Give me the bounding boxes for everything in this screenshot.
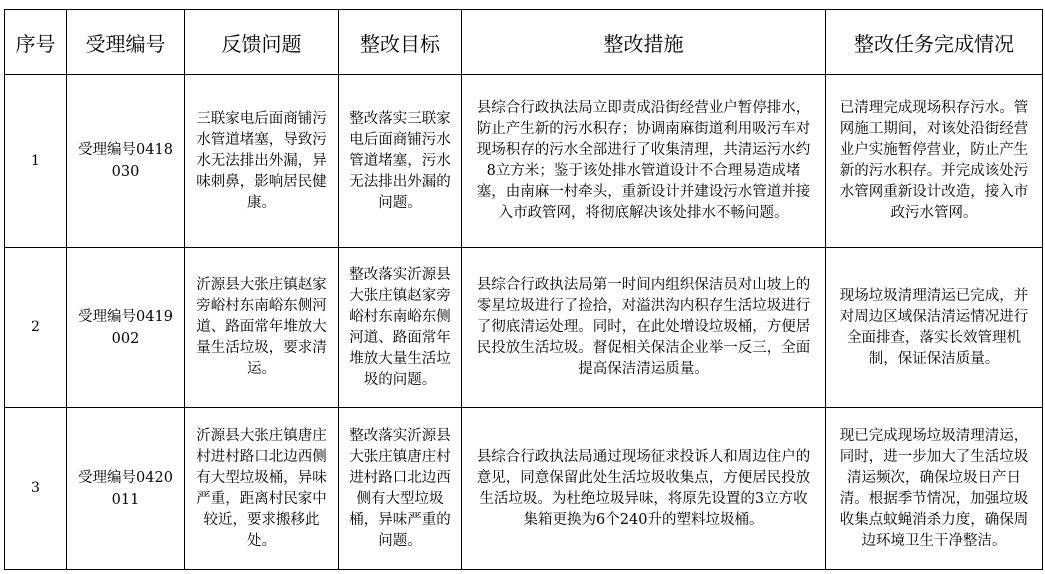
row-index: 2 [5, 248, 67, 408]
row-number: 受理编号0418030 [67, 75, 185, 248]
header-index: 序号 [5, 10, 67, 75]
row-issue: 沂源县大张庄镇赵家旁峪村东南峪东侧河道、路面常年堆放大量生活垃圾，要求清运。 [185, 248, 339, 408]
row-index: 3 [5, 408, 67, 570]
header-issue: 反馈问题 [185, 10, 339, 75]
row-result: 现已完成现场垃圾清理清运，同时，进一步加大了生活垃圾清运频次，确保垃圾日产日清。根据季节情况，加强垃圾收集点蚊蝇消杀力度，确保周边环境卫生干净整洁。 [826, 408, 1043, 570]
row-measure: 县综合行政执法局通过现场征求投诉人和周边住户的意见，同意保留此处生活垃圾收集点，方便居民投放生活垃圾。为杜绝垃圾异味，将原先设置的3立方收集箱更换为6个240升的塑料垃圾桶。 [462, 408, 826, 570]
row-index: 1 [5, 75, 67, 248]
row-result: 现场垃圾清理清运已完成，并对周边区域保洁清运情况进行全面排查，落实长效管理机制，保证保洁质量。 [826, 248, 1043, 408]
row-number: 受理编号0420011 [67, 408, 185, 570]
row-measure: 县综合行政执法局第一时间内组织保洁员对山坡上的零星垃圾进行了捡拾，对溢洪沟内积存生活垃圾进行了彻底清运处理。同时，在此处增设垃圾桶，方便居民投放生活垃圾。督促相关保洁企业举一反三，全面提高保洁清运质量。 [462, 248, 826, 408]
row-number: 受理编号0419002 [67, 248, 185, 408]
row-issue: 沂源县大张庄镇唐庄村进村路口北边西侧有大型垃圾桶，异味严重，距离村民家中较近，要求搬移此处。 [185, 408, 339, 570]
row-issue: 三联家电后面商铺污水管道堵塞，导致污水无法排出外漏，异味刺鼻，影响居民健康。 [185, 75, 339, 248]
header-number: 受理编号 [67, 10, 185, 75]
row-result: 已清理完成现场积存污水。管网施工期间，对该处沿街经营业户实施暂停营业，防止产生新的污水积存。并完成该处污水管网重新设计改造，接入市政污水管网。 [826, 75, 1043, 248]
row-goal: 整改落实沂源县大张庄镇赵家旁峪村东南峪东侧河道、路面常年堆放大量生活垃圾的问题。 [339, 248, 462, 408]
header-result: 整改任务完成情况 [826, 10, 1043, 75]
table-row [5, 248, 1043, 408]
header-measure: 整改措施 [462, 10, 826, 75]
table-row [5, 75, 1043, 248]
header-goal: 整改目标 [339, 10, 462, 75]
row-measure: 县综合行政执法局立即责成沿街经营业户暂停排水，防止产生新的污水积存；协调南麻街道利用吸污车对现场积存的污水全部进行了收集清理，共清运污水约8立方米；鉴于该处排水管道设计不合理易造成堵塞，由南麻一村牵头，重新设计并建设污水管道并接入市政管网，将彻底解决该处排水不畅问题。 [462, 75, 826, 248]
header-row [5, 10, 1043, 75]
row-goal: 整改落实沂源县大张庄镇唐庄村进村路口北边西侧有大型垃圾桶，异味严重的问题。 [339, 408, 462, 570]
rectification-table [4, 9, 1043, 570]
table-row [5, 408, 1043, 570]
row-goal: 整改落实三联家电后面商铺污水管道堵塞，污水无法排出外漏的问题。 [339, 75, 462, 248]
